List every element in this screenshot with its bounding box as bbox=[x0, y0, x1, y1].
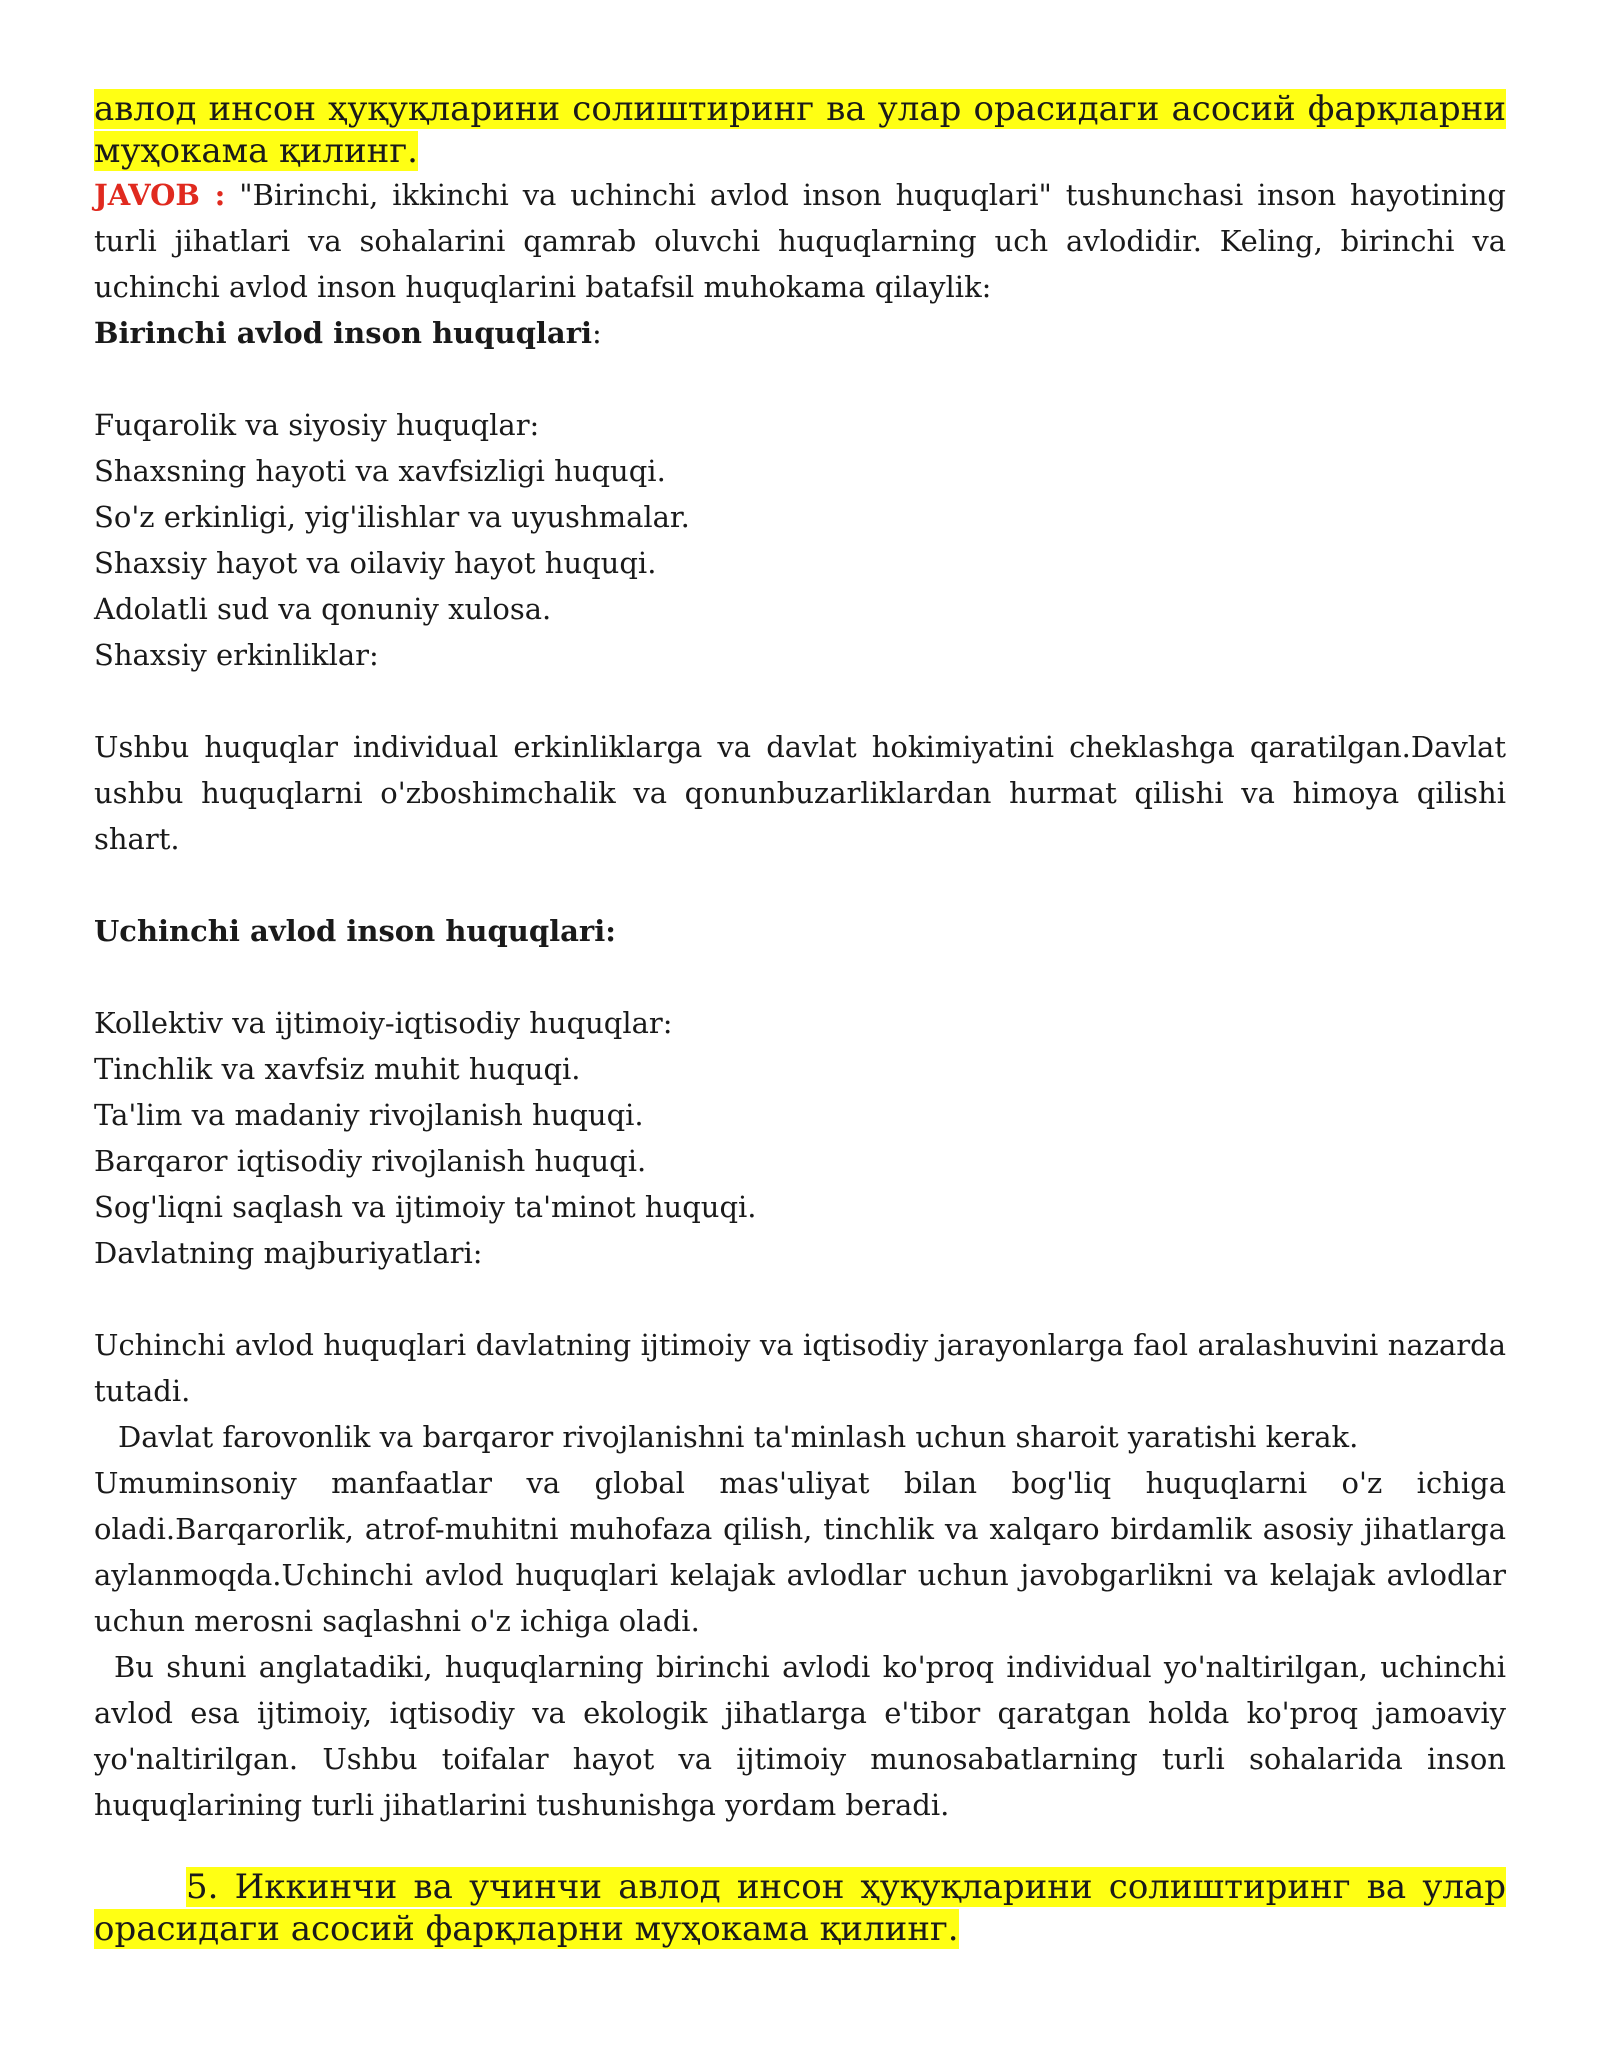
spacer bbox=[94, 356, 1506, 402]
first-gen-heading: Birinchi avlod inson huquqlari: bbox=[94, 316, 602, 350]
document-page bbox=[94, 88, 1506, 1950]
question-continued bbox=[94, 88, 1506, 172]
intro-text: "Birinchi, ikkinchi va uchinchi avlod inson huquqlari" tushunchasi inson hayotining turli jihatlari va sohalarini qamrab oluvchi huquqlarning uch avlodidir. Keling, birinchi va uchinchi avlod inson huquqlarini batafsil muhokama qilaylik: bbox=[94, 178, 1506, 304]
next-question-highlight: 5. Иккинчи ва учинчи авлод инсон ҳуқуқларини солиштиринг ва улар орасидаги асосий фарқларни муҳокама қилинг. bbox=[94, 1867, 1506, 1949]
answer-intro bbox=[94, 172, 1506, 310]
third-gen-line: Ta'lim va madaniy rivojlanish huquqi. bbox=[94, 1098, 644, 1132]
first-gen-line: Fuqarolik va siyosiy huquqlar: bbox=[94, 408, 540, 442]
third-gen-line: Barqaror iqtisodiy rivojlanish huquqi. bbox=[94, 1144, 647, 1178]
third-gen-line: Sog'liqni saqlash va ijtimoiy ta'minot huquqi. bbox=[94, 1190, 757, 1224]
first-gen-summary: Ushbu huquqlar individual erkinliklarga va davlat hokimiyatini cheklashga qaratilgan.Davlat ushbu huquqlarni o'zboshimchalik va qonunbuzarliklardan hurmat qilishi va himoya qilishi shart. bbox=[94, 730, 1506, 856]
question-highlight: авлод инсон ҳуқуқларини солиштиринг ва улар орасидаги асосий фарқларни муҳокама қилинг. bbox=[94, 89, 1506, 171]
next-question bbox=[94, 1866, 1506, 1950]
third-gen-line: Davlatning majburiyatlari: bbox=[94, 1236, 483, 1270]
third-gen-summary: Davlat farovonlik va barqaror rivojlanishni ta'minlash uchun sharoit yaratishi kerak. bbox=[118, 1420, 1359, 1454]
first-gen-line: Shaxsning hayoti va xavfsizligi huquqi. bbox=[94, 454, 666, 488]
third-gen-summary: Uchinchi avlod huquqlari davlatning ijtimoiy va iqtisodiy jarayonlarga faol aralashuvini nazarda tutadi. bbox=[94, 1328, 1506, 1408]
spacer bbox=[94, 954, 1506, 1000]
third-gen-line: Tinchlik va xavfsiz muhit huquqi. bbox=[94, 1052, 581, 1086]
first-gen-line: So'z erkinligi, yig'ilishlar va uyushmalar. bbox=[94, 500, 690, 534]
spacer bbox=[94, 862, 1506, 908]
answer-label: JAVOB : bbox=[94, 178, 226, 212]
spacer bbox=[94, 678, 1506, 724]
first-gen-line: Shaxsiy erkinliklar: bbox=[94, 638, 379, 672]
first-gen-line: Adolatli sud va qonuniy xulosa. bbox=[94, 592, 552, 626]
third-gen-heading: Uchinchi avlod inson huquqlari: bbox=[94, 914, 616, 948]
spacer bbox=[94, 1276, 1506, 1322]
third-gen-summary: Umuminsoniy manfaatlar va global mas'uliyat bilan bog'liq huquqlarni o'z ichiga oladi.Barqarorlik, atrof-muhitni muhofaza qilish, tinchlik va xalqaro birdamlik asosiy jihatlarga aylanmoqda.Uchinchi avlod huquqlari kelajak avlodlar uchun javobgarlikni va kelajak avlodlar uchun merosni saqlashni o'z ichiga oladi. bbox=[94, 1466, 1506, 1638]
first-gen-heading-text: Birinchi avlod inson huquqlari bbox=[94, 316, 592, 350]
conclusion: Bu shuni anglatadiki, huquqlarning birinchi avlodi ko'proq individual yo'naltirilgan, uchinchi avlod esa ijtimoiy, iqtisodiy va ekologik jihatlarga e'tibor qaratgan holda ko'proq jamoaviy yo'naltirilgan. Ushbu toifalar hayot va ijtimoiy munosabatlarning turli sohalarida inson huquqlarining turli jihatlarini tushunishga yordam beradi. bbox=[94, 1650, 1506, 1822]
first-gen-line: Shaxsiy hayot va oilaviy hayot huquqi. bbox=[94, 546, 657, 580]
third-gen-line: Kollektiv va ijtimoiy-iqtisodiy huquqlar: bbox=[94, 1006, 673, 1040]
